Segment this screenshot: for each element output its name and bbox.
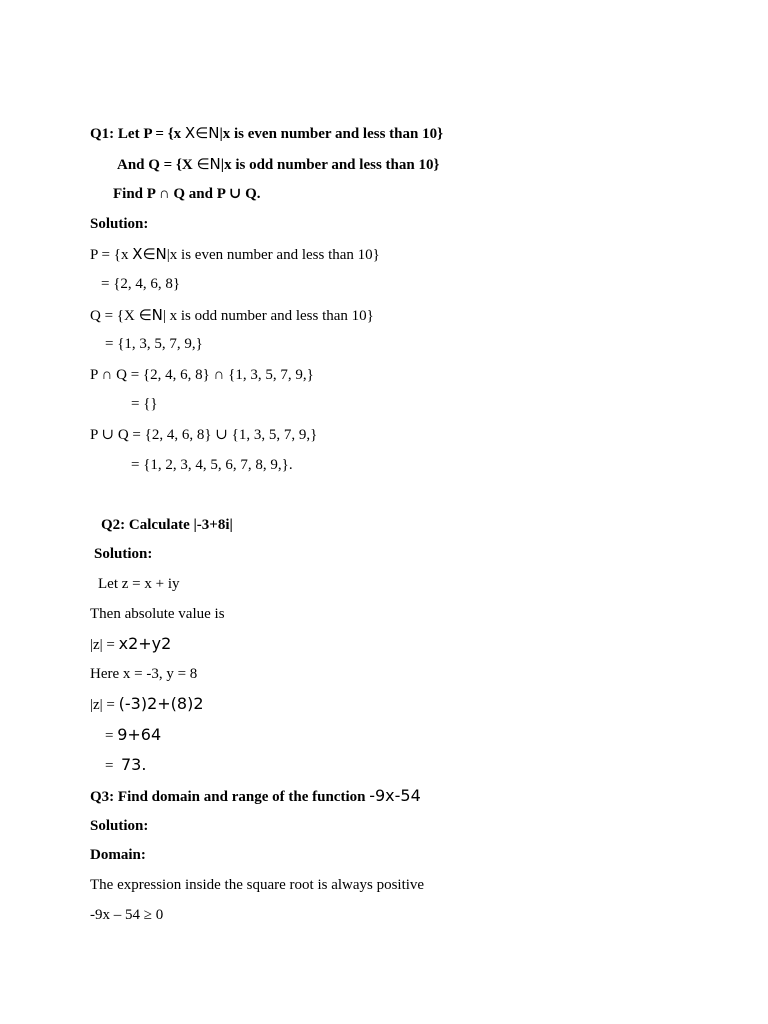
q1-intersection: P ∩ Q = {2, 4, 6, 8} ∩ {1, 3, 5, 7, 9,} [90,367,314,383]
q2-title: Q2: Calculate |-3+8i| [101,517,233,533]
q2-sub-expression: (-3)2+(8)2 [118,694,204,713]
q2-abs-expression: x2+y2 [118,634,172,653]
q2-here: Here x = -3, y = 8 [90,666,198,682]
q2-step2 [105,756,146,775]
q1-p-rest: |x is even number and less than 10} [166,247,380,263]
q1-title-rest: |x is even number and less than 10} [219,126,444,142]
q1-q-set: ∈N [138,306,163,324]
q2-sub-prefix: |z| = [90,697,119,713]
q1-title [90,124,443,143]
q3-title-text: Q3: Find domain and range of the function [90,789,370,805]
q3-title-expression: -9x-54 [369,786,421,805]
q1-title-text: : Let P = {x [109,126,185,142]
q1-find: Find P ∩ Q and P ∪ Q. [113,186,261,202]
q1-p-prefix: P = {x [90,247,133,263]
q3-solution-label: Solution: [90,818,149,834]
q1-q-rest: | x is odd number and less than 10} [162,308,374,324]
q1-p-definition [90,245,380,264]
q1-q-definition [90,306,374,325]
q1-q-prefix: Q = {X [90,308,139,324]
q2-abs-formula [90,635,171,654]
q1-union-value: = {1, 2, 3, 4, 5, 6, 7, 8, 9,}. [131,457,293,473]
q1-and-rest: |x is odd number and less than 10} [220,157,440,173]
q1-p-value: = {2, 4, 6, 8} [101,276,181,292]
q3-title [90,787,421,806]
q2-abs-prefix: |z| = [90,637,119,653]
q1-and-prefix: And Q = {X [117,157,197,173]
q1-title-set: X∈N [184,124,220,142]
q2-step1-prefix: = [105,728,118,744]
q2-substitution [90,695,204,714]
q2-step2-prefix: = [105,758,121,774]
q2-then: Then absolute value is [90,606,225,622]
q2-step1-expression: 9+64 [117,725,162,744]
q1-intersection-value: = {} [131,396,158,412]
q2-let: Let z = x + iy [98,576,180,592]
q1-and-line [117,155,439,174]
q1-and-set: ∈N [196,155,221,173]
q1-union: P ∪ Q = {2, 4, 6, 8} ∪ {1, 3, 5, 7, 9,} [90,427,318,443]
q3-domain-label: Domain: [90,847,146,863]
q1-q-value: = {1, 3, 5, 7, 9,} [105,336,203,352]
q3-expression-text: The expression inside the square root is always positive [90,877,425,893]
q2-step1 [105,726,161,745]
q1-solution-label: Solution: [90,216,149,232]
q1-p-set: X∈N [132,245,167,263]
q1-label: Q1 [90,126,110,142]
q2-step2-expression: 73. [120,755,147,774]
q2-solution-label: Solution: [94,546,153,562]
q3-inequality: -9x – 54 ≥ 0 [90,907,164,923]
